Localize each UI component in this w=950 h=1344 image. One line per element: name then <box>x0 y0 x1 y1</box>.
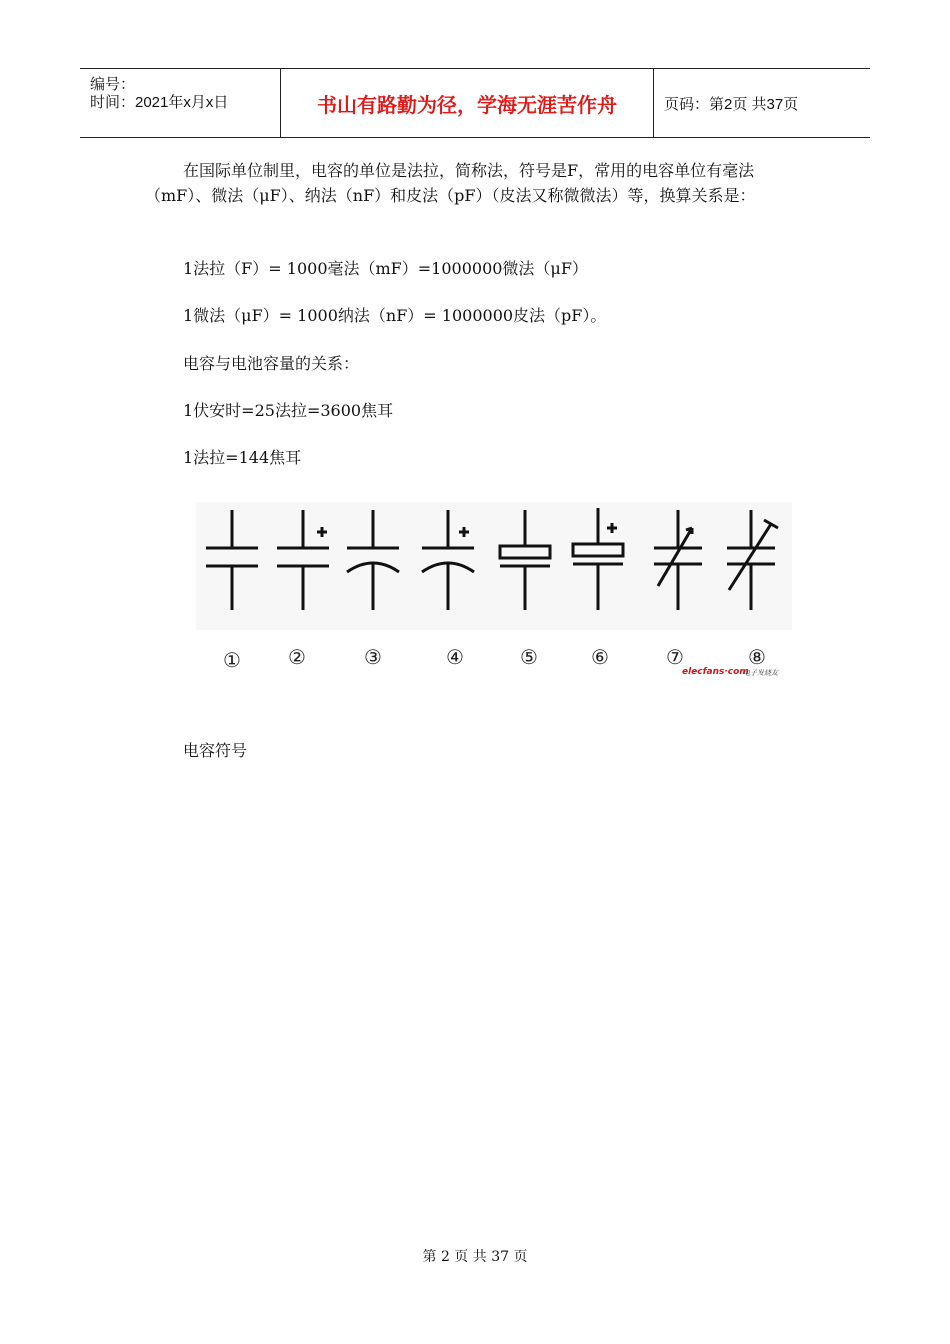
paragraph-units: 在国际单位制里，电容的单位是法拉，简称法，符号是F，常用的电容单位有毫法（mF）、微法（μF）、纳法（nF）和皮法（pF）（皮法又称微微法）等，换算关系是： <box>145 161 756 205</box>
page-footer: 第 2 页 共 37 页 <box>422 1249 528 1265</box>
number-label: 编号： <box>90 76 136 93</box>
symbol-label-7: ⑦ <box>666 645 684 669</box>
capacitor-symbols-figure <box>196 498 792 683</box>
figure-caption: 电容符号 <box>183 741 248 760</box>
header-page-label: 页码：第2页 共37页 <box>664 95 799 113</box>
symbol-label-8: ⑧ <box>748 645 766 669</box>
capacitor-symbols-svg <box>196 498 792 683</box>
symbol-label-3: ③ <box>364 645 382 669</box>
relation-line-voltampere: 1伏安时=25法拉=3600焦耳 <box>183 401 394 420</box>
symbol-label-1: ① <box>223 648 241 672</box>
header-divider <box>653 69 654 137</box>
battery-relation-heading: 电容与电池容量的关系： <box>183 354 360 373</box>
time-label: 时间：2021年x月x日 <box>90 94 229 111</box>
header-table <box>80 68 870 138</box>
watermark-text: elecfans·com <box>682 667 749 677</box>
watermark-cn-text: 电子发烧友 <box>743 669 778 677</box>
conversion-line-farad: 1法拉（F）= 1000毫法（mF）=1000000微法（μF） <box>183 259 588 278</box>
symbol-label-4: ④ <box>446 645 464 669</box>
header-motto: 书山有路勤为径，学海无涯苦作舟 <box>317 92 617 117</box>
symbol-label-6: ⑥ <box>591 645 609 669</box>
symbol-label-5: ⑤ <box>520 645 538 669</box>
conversion-line-microfarad: 1微法（μF）= 1000纳法（nF）= 1000000皮法（pF）。 <box>183 306 607 325</box>
relation-line-farad-joule: 1法拉=144焦耳 <box>183 448 302 467</box>
header-meta-cell <box>80 69 280 137</box>
symbol-label-2: ② <box>288 645 306 669</box>
